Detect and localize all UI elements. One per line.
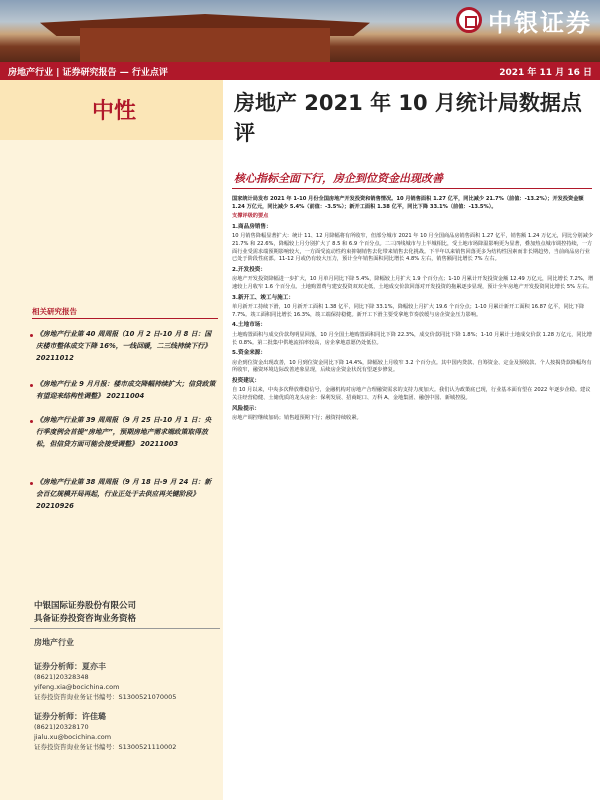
report-header-bar xyxy=(0,62,600,80)
section-investment: 2.开发投资： 房地产开发投资降幅进一步扩大，10 月单月同比下降 5.4%，降幅较上月扩大 1.9 个百分点；1-10 月累计开发投资金额 12.49 万亿元，同比增长 7.2%，增速较上月收窄 1.6 个百分点。土地购置费与建安投资双双走低，土地成交价款回落对开发投资的拖累逐步显现，预计全年房地产开发投资同比增长 5% 左右。 xyxy=(232,266,594,290)
header-banner xyxy=(0,0,600,62)
section-sales: 1.商品房销售： 10 月销售降幅显著扩大：统计 11、12 月降幅将有所收窄，但部分城市 2021 年 10 月全国商品房销售面积 1.27 亿平，销售额 1.24 万亿元，同比分别减少 21.7% 和 22.6%，降幅较上月分别扩大了 8.5 和 6.9 个百分点。二三四线城市与上半城相比，受土地市场降温影响更为显著，叠加热点城市调控持续，一方面行业受需求端预期影响较大，一方面受流动性约束抑制销售去化带来销售去化挑战。下半年以来销售回落更多为结构性因素而非长期趋势，当前商品房行业已处于阶段性底部。11-12 月或仍有较大压力，预计全年销售面积同比增长 4.8% 左右，销售额同比增长 7% 左右。 xyxy=(232,223,593,263)
analyst-email[interactable]: jialu.xu@bocichina.com xyxy=(34,733,112,741)
logo-text: 中银证券 xyxy=(488,7,592,37)
report-title: 房地产 2021 年 10 月统计局数据点评 xyxy=(234,91,582,145)
analyst-2: 证券分析师：许佳璐 (8621)20328170 jialu.xu@bocichina.com 证券投资咨询业务证书编号：S1300521110002 xyxy=(34,712,224,752)
investment-advice-heading: 投资建议： xyxy=(232,377,260,384)
bullet-icon xyxy=(30,334,33,337)
industry-label: 房地产行业 xyxy=(34,638,74,647)
bullet-icon xyxy=(30,384,33,387)
risk-text: 房地产调控继续加码；销售超预期下行；融资持续收紧。 xyxy=(232,415,362,422)
section-construction: 3.新开工、竣工与施工： 单月新开工持续下滑，10 月新开工面积 1.38 亿平，同比下降 33.1%，降幅较上月扩大 19.6 个百分点；1-10 月累计新开工面积 16.87 亿平，同比下降 7.7%。竣工面积同比增长 16.3%，竣工端保持稳健。新开工下滑主要受拿地节奏放缓与房企资金压力影响。 xyxy=(232,294,585,318)
related-report-link[interactable]: 《房地产行业第 39 周周报（9 月 25 日-10 月 1 日：央行季度例会首提“房地产”，预期房地产需求端政策取得放松，但信贷方面可能会接受调整》 20211003 xyxy=(36,416,212,448)
brand-logo xyxy=(456,4,592,36)
related-report-link[interactable]: 《房地产行业第 38 周周报（9 月 18 日-9 月 24 日：新会百亿规模开局再起，行业正处于去供应再关键阶段》 20210926 xyxy=(36,478,212,510)
report-subtitle: 核心指标全面下行，房企到位资金出现改善 xyxy=(234,172,443,185)
analyst-1: 证券分析师：夏亦丰 (8621)20328348 yifeng.xia@bocichina.com 证券投资咨询业务证书编号：S1300521070005 xyxy=(34,662,224,702)
company-name: 中银国际证券股份有限公司 具备证券投资咨询业务资格 xyxy=(34,601,137,624)
palace-wall-graphic xyxy=(80,28,330,62)
report-body xyxy=(232,196,594,425)
related-report-link[interactable]: 《房地产行业 9 月月报：楼市成交降幅持续扩大；信贷政策有望迎来结构性调整》 20211004 xyxy=(36,380,216,400)
report-category: 房地产行业 | 证券研究报告 — 行业点评 xyxy=(8,67,168,78)
section-funding: 5.资金来源： 房企到位资金出现改善，10 月到位资金同比下降 14.4%，降幅较上月收窄 3.2 个百分点。其中国内贷款、自筹资金、定金及预收款、个人按揭贷款降幅均有所收窄，融资环境边际改善迹象显现，后续房企资金状况有望逐步修复。 xyxy=(232,350,592,374)
subtitle-divider xyxy=(232,188,592,189)
intro-paragraph: 国家统计局发布 2021 年 1-10 月份全国房地产开发投资和销售情况。10 月销售面积 1.27 亿平，同比减少 21.7%（前值：-13.2%）；开发投资金额 1.24 万亿元，同比减少 5.4%（前值：-3.5%）；新开工面积 1.38 亿平，同比下降 33.1%（前值：-13.5%）。 xyxy=(232,196,584,210)
related-research-title: 相关研究报告 xyxy=(32,307,77,316)
rating-box xyxy=(0,80,223,140)
bullet-icon xyxy=(30,420,33,423)
report-date: 2021 年 11 月 16 日 xyxy=(499,67,592,78)
bullet-icon xyxy=(30,482,33,485)
bank-logo-icon xyxy=(456,7,482,33)
related-report-link[interactable]: 《房地产行业第 40 周周报（10 月 2 日-10 月 8 日：国庆楼市整体成交下降 16%，一线回暖，二三线持续下行》 20211012 xyxy=(36,330,212,362)
section-land: 4.土地市场： 土地购置面积与成交价款均明显回落，10 月全国土地购置面积同比下降 22.3%，成交价款同比下降 1.8%；1-10 月累计土地成交价款 1.28 万亿元，同比增长 0.8%。第二批集中供地流拍率较高，房企拿地意愿仍处低位。 xyxy=(232,322,592,346)
company-divider xyxy=(30,628,220,629)
risk-heading: 风险提示： xyxy=(232,405,260,412)
key-points-label: 支撑评级的要点 xyxy=(232,213,269,220)
related-research-divider xyxy=(32,318,218,319)
analyst-email[interactable]: yifeng.xia@bocichina.com xyxy=(34,683,120,691)
investment-advice-text: 自 10 月以来，中央多次释放维稳信号，金融机构对房地产合理融资需求的支持力度加大。我们认为政策底已现，行业基本面有望在 2022 年逐步企稳。建议关注经营稳健、土储优质的龙头房企：保利发展、招商蛇口、万科 A、金地集团、融创中国、新城控股。 xyxy=(232,387,591,402)
rating-label: 中性 xyxy=(92,99,137,124)
